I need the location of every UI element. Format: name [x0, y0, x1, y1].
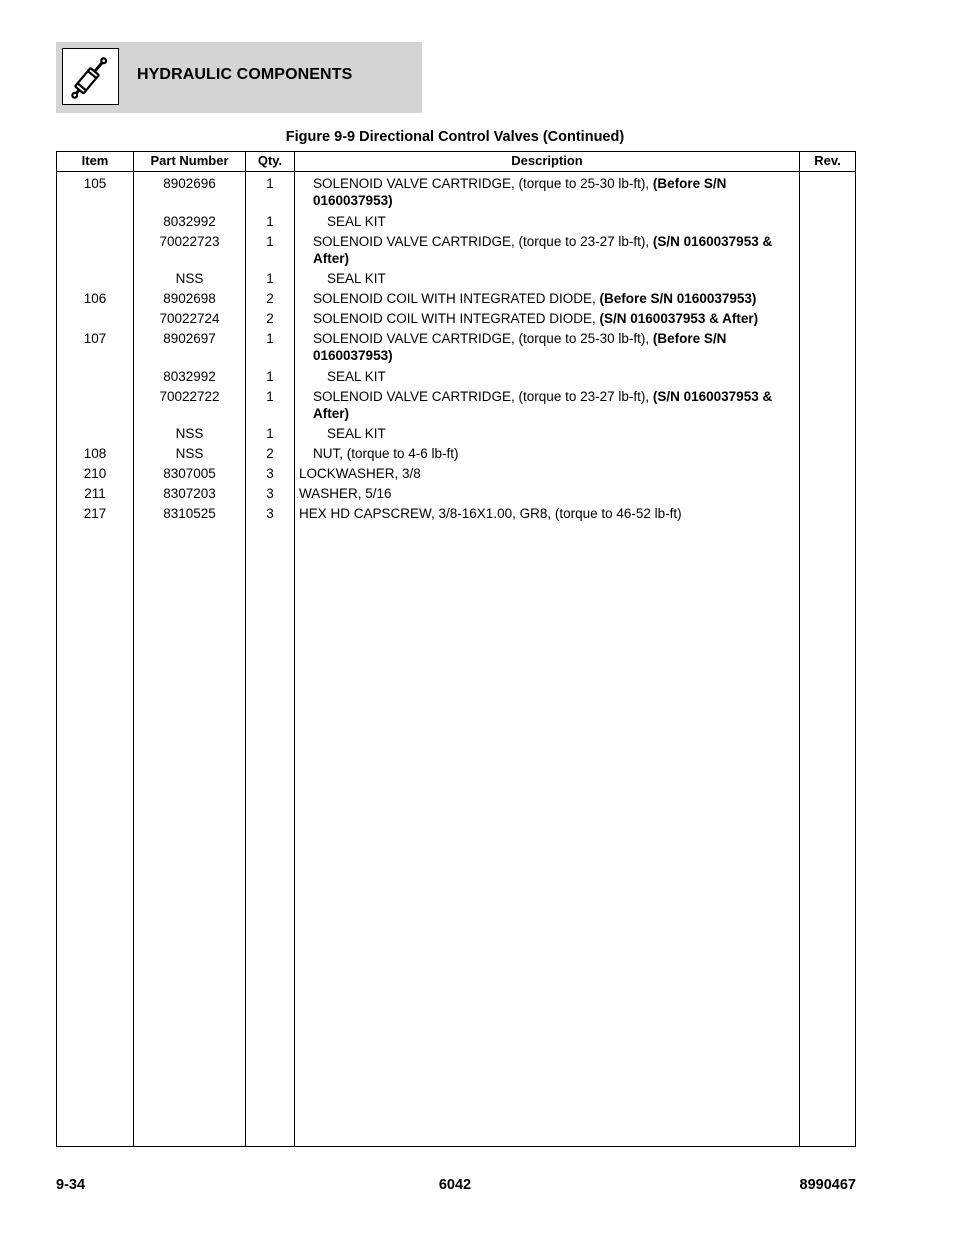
- description: [313, 388, 793, 422]
- quantity: 1: [266, 213, 274, 229]
- quantity: 2: [266, 311, 274, 326]
- item-number: 106: [83, 291, 107, 306]
- part-number: 8307005: [163, 466, 216, 481]
- description-text: HEX HD CAPSCREW, 3/8-16X1.00, GR8, (torque to 46-52 lb-ft): [299, 506, 682, 521]
- column-header-item: Item: [81, 153, 109, 168]
- column-header-description: Description: [511, 153, 583, 168]
- serial-range: (S/N 0160037953 &: [652, 233, 773, 249]
- part-number: 8032992: [163, 368, 216, 384]
- serial-range: (Before S/N: [652, 176, 727, 191]
- part-number: 8902697: [163, 331, 216, 346]
- description: [299, 465, 779, 482]
- part-number: 70022722: [159, 388, 220, 404]
- part-number: NSS: [175, 271, 204, 286]
- description: [313, 445, 793, 462]
- description-text: NUT, (torque to 4-6 lb-ft): [313, 446, 459, 461]
- description-text: SOLENOID VALVE CARTRIDGE, (torque to 23-27 lb-ft),: [313, 388, 653, 404]
- part-number: 70022724: [159, 311, 220, 326]
- quantity: 1: [266, 331, 274, 346]
- description-text: SOLENOID COIL WITH INTEGRATED DIODE,: [313, 291, 600, 306]
- item-number: 107: [83, 331, 107, 346]
- description: [327, 368, 807, 385]
- model-number: 6042: [438, 1177, 472, 1193]
- serial-range: (S/N 0160037953 & After): [599, 311, 759, 326]
- serial-range: (Before S/N 0160037953): [599, 291, 757, 306]
- description: [313, 233, 793, 267]
- part-number: 8902698: [163, 291, 216, 306]
- item-number: 217: [83, 506, 107, 521]
- description-text: SEAL KIT: [327, 271, 386, 286]
- part-number: 8310525: [163, 506, 216, 521]
- quantity: 1: [266, 271, 274, 286]
- quantity: 1: [266, 388, 274, 404]
- description-text: SOLENOID VALVE CARTRIDGE, (torque to 25-30 lb-ft),: [313, 331, 653, 346]
- column-header-qty: Qty.: [257, 153, 283, 168]
- part-number: 8307203: [163, 486, 216, 501]
- description: [313, 310, 793, 327]
- quantity: 3: [266, 466, 274, 481]
- description-text: SEAL KIT: [327, 213, 386, 229]
- description: [299, 485, 779, 502]
- header-divider: [56, 171, 856, 172]
- column-header-part-number: Part Number: [150, 153, 229, 168]
- description-text: SEAL KIT: [327, 426, 386, 441]
- description: [327, 213, 807, 230]
- document-number: 8990467: [799, 1177, 856, 1193]
- part-number: 8902696: [163, 176, 216, 191]
- column-header-rev: Rev.: [814, 153, 841, 168]
- description-text: LOCKWASHER, 3/8: [299, 466, 421, 481]
- hydraulic-cylinder-icon: [62, 48, 119, 105]
- page-number: 9-34: [56, 1177, 86, 1193]
- quantity: 1: [266, 233, 274, 249]
- description: [299, 505, 779, 522]
- item-number: 211: [84, 486, 106, 501]
- part-number: 70022723: [159, 233, 220, 249]
- quantity: 1: [266, 176, 274, 191]
- description: [313, 290, 793, 307]
- serial-range: (S/N 0160037953 &: [652, 388, 773, 404]
- description-text: SEAL KIT: [327, 368, 386, 384]
- description: [313, 330, 793, 364]
- serial-range-continued: After): [313, 405, 349, 421]
- part-number: NSS: [175, 446, 204, 461]
- serial-range-continued: 0160037953): [313, 193, 393, 208]
- item-number: 108: [83, 446, 107, 461]
- description: [327, 270, 807, 287]
- item-number: 210: [83, 466, 107, 481]
- column-divider: [294, 151, 295, 1147]
- quantity: 1: [266, 368, 274, 384]
- part-number: NSS: [175, 426, 204, 441]
- column-divider: [799, 151, 800, 1147]
- quantity: 1: [266, 426, 274, 441]
- description-text: SOLENOID VALVE CARTRIDGE, (torque to 23-27 lb-ft),: [313, 233, 653, 249]
- figure-title: Figure 9-9 Directional Control Valves (Continued): [285, 129, 625, 145]
- serial-range-continued: After): [313, 250, 349, 266]
- quantity: 3: [266, 486, 274, 501]
- description-text: SOLENOID VALVE CARTRIDGE, (torque to 25-30 lb-ft),: [313, 176, 653, 191]
- quantity: 3: [266, 506, 274, 521]
- description: [327, 425, 807, 442]
- section-title: HYDRAULIC COMPONENTS: [137, 66, 353, 83]
- description: [313, 175, 793, 209]
- part-number: 8032992: [163, 213, 216, 229]
- quantity: 2: [266, 291, 274, 306]
- description-text: WASHER, 5/16: [299, 486, 392, 501]
- description-text: SOLENOID COIL WITH INTEGRATED DIODE,: [313, 311, 600, 326]
- serial-range: (Before S/N: [652, 331, 727, 346]
- quantity: 2: [266, 446, 274, 461]
- serial-range-continued: 0160037953): [313, 348, 393, 363]
- item-number: 105: [83, 176, 107, 191]
